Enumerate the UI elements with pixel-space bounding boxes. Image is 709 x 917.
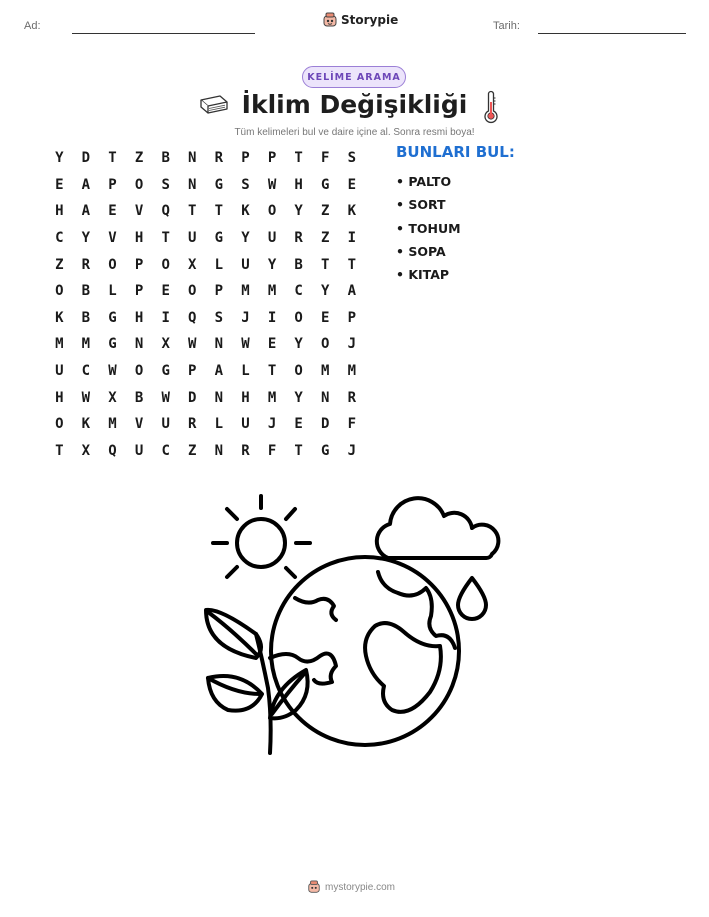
grid-letter[interactable]: V <box>134 203 144 220</box>
grid-letter[interactable]: D <box>81 150 91 167</box>
grid-letter[interactable]: B <box>294 256 303 273</box>
word-item: • SORT <box>396 197 446 213</box>
grid-letter[interactable]: E <box>347 176 357 193</box>
grid-letter[interactable]: X <box>108 389 117 406</box>
grid-letter[interactable]: K <box>347 203 357 220</box>
grid-letter[interactable]: T <box>294 442 303 459</box>
storypie-mascot-icon <box>307 880 321 894</box>
grid-letter[interactable]: W <box>188 336 197 353</box>
grid-letter[interactable]: W <box>161 389 170 406</box>
grid-letter[interactable]: B <box>81 283 91 300</box>
grid-letter[interactable]: U <box>188 230 197 247</box>
word-item: • TOHUM <box>396 220 461 236</box>
grid-letter[interactable]: T <box>161 230 170 247</box>
grid-letter[interactable]: U <box>267 230 277 247</box>
grid-letter[interactable]: B <box>161 150 170 167</box>
grid-letter[interactable]: H <box>134 309 144 326</box>
grid-letter[interactable]: C <box>81 363 91 380</box>
grid-letter[interactable]: F <box>347 416 357 433</box>
grid-letter[interactable]: J <box>347 336 357 353</box>
grid-letter[interactable]: E <box>108 203 117 220</box>
grid-letter[interactable]: T <box>294 150 303 167</box>
grid-letter[interactable]: P <box>134 283 144 300</box>
grid-letter[interactable]: L <box>214 416 224 433</box>
grid-letter[interactable]: P <box>214 283 224 300</box>
grid-letter[interactable]: M <box>55 336 64 353</box>
instructions: Tüm kelimeleri bul ve daire içine al. Sonra resmi boya! <box>234 127 475 138</box>
grid-letter[interactable]: M <box>241 283 250 300</box>
grid-letter[interactable]: S <box>161 176 170 193</box>
grid-letter[interactable]: P <box>241 150 250 167</box>
grid-letter[interactable]: I <box>267 309 277 326</box>
grid-letter[interactable]: Y <box>81 230 91 247</box>
grid-letter[interactable]: U <box>55 363 64 380</box>
grid-letter[interactable]: U <box>161 416 170 433</box>
grid-letter[interactable]: O <box>294 309 303 326</box>
grid-letter[interactable]: O <box>188 283 197 300</box>
grid-letter[interactable]: M <box>347 363 357 380</box>
grid-letter[interactable]: Q <box>161 203 170 220</box>
grid-letter[interactable]: Y <box>55 150 64 167</box>
grid-letter[interactable]: O <box>134 363 144 380</box>
grid-letter[interactable]: P <box>108 176 117 193</box>
footer <box>307 880 395 894</box>
grid-letter[interactable]: T <box>214 203 224 220</box>
activity-badge: KELİME ARAMA <box>302 66 406 88</box>
grid-letter[interactable]: B <box>81 309 91 326</box>
grid-letter[interactable]: O <box>267 203 277 220</box>
grid-letter[interactable]: K <box>55 309 64 326</box>
grid-letter[interactable]: G <box>108 309 117 326</box>
grid-letter[interactable]: T <box>188 203 197 220</box>
grid-letter[interactable]: H <box>55 203 64 220</box>
grid-letter[interactable]: U <box>134 442 144 459</box>
storypie-mascot-icon <box>322 12 338 28</box>
grid-letter[interactable]: G <box>214 230 224 247</box>
grid-letter[interactable]: O <box>134 176 144 193</box>
grid-letter[interactable]: W <box>241 336 250 353</box>
grid-letter[interactable]: Y <box>294 203 303 220</box>
grid-letter[interactable]: C <box>161 442 170 459</box>
grid-letter[interactable]: N <box>214 336 224 353</box>
grid-letter[interactable]: E <box>161 283 170 300</box>
grid-letter[interactable]: D <box>321 416 330 433</box>
logo-text: Storypie <box>341 13 399 27</box>
grid-letter[interactable]: X <box>188 256 197 273</box>
grid-letter[interactable]: D <box>188 389 197 406</box>
grid-letter[interactable]: Y <box>294 389 303 406</box>
grid-letter[interactable]: Y <box>294 336 303 353</box>
grid-letter[interactable]: R <box>188 416 197 433</box>
earth-icon <box>270 557 459 745</box>
grid-letter[interactable]: K <box>81 416 91 433</box>
grid-letter[interactable]: G <box>321 176 330 193</box>
grid-letter[interactable]: Y <box>267 256 277 273</box>
grid-letter[interactable]: Q <box>108 442 117 459</box>
grid-letter[interactable]: G <box>214 176 224 193</box>
climate-coloring-illustration[interactable] <box>200 488 510 763</box>
grid-letter[interactable]: U <box>241 416 250 433</box>
word-item: • KITAP <box>396 267 450 283</box>
grid-letter[interactable]: H <box>294 176 303 193</box>
grid-letter[interactable]: R <box>294 230 303 247</box>
letter-grid[interactable] <box>46 145 365 464</box>
grid-letter[interactable]: A <box>81 176 91 193</box>
grid-letter[interactable]: O <box>294 363 303 380</box>
grid-letter[interactable]: Z <box>134 150 144 167</box>
grid-letter[interactable]: N <box>321 389 330 406</box>
storypie-logo <box>322 12 398 28</box>
grid-letter[interactable]: S <box>214 309 224 326</box>
grid-letter[interactable]: E <box>55 176 64 193</box>
grid-letter[interactable]: Z <box>188 442 197 459</box>
grid-letter[interactable]: C <box>55 230 64 247</box>
grid-letter[interactable]: X <box>161 336 170 353</box>
grid-letter[interactable]: R <box>347 389 357 406</box>
grid-letter[interactable]: G <box>321 442 330 459</box>
grid-letter[interactable]: R <box>214 150 224 167</box>
grid-letter[interactable]: Y <box>321 283 330 300</box>
grid-letter[interactable]: P <box>267 150 277 167</box>
thermometer-icon <box>483 90 499 124</box>
grid-letter[interactable]: O <box>321 336 330 353</box>
grid-letter[interactable]: N <box>214 389 224 406</box>
page-title: İklim Değişikliği <box>241 90 468 119</box>
grid-letter[interactable]: N <box>188 150 197 167</box>
date-field-line[interactable] <box>538 33 686 34</box>
grid-letter[interactable]: I <box>347 230 357 247</box>
date-label: Tarih: <box>493 20 520 32</box>
grid-letter[interactable]: T <box>321 256 330 273</box>
grid-letter[interactable]: R <box>241 442 250 459</box>
grid-letter[interactable]: H <box>241 389 250 406</box>
name-field-line[interactable] <box>72 33 255 34</box>
grid-letter[interactable]: H <box>55 389 64 406</box>
grid-letter[interactable]: M <box>321 363 330 380</box>
grid-letter[interactable]: T <box>347 256 357 273</box>
grid-letter[interactable]: M <box>267 389 277 406</box>
grid-letter[interactable]: O <box>108 256 117 273</box>
grid-letter[interactable]: L <box>108 283 117 300</box>
grid-letter[interactable]: G <box>108 336 117 353</box>
grid-letter[interactable]: T <box>267 363 277 380</box>
grid-letter[interactable]: F <box>321 150 330 167</box>
grid-letter[interactable]: J <box>267 416 277 433</box>
grid-letter[interactable]: U <box>241 256 250 273</box>
grid-letter[interactable]: A <box>81 203 91 220</box>
grid-letter[interactable]: Z <box>321 203 330 220</box>
name-label: Ad: <box>24 20 41 32</box>
raindrop-icon <box>458 578 486 619</box>
grid-letter[interactable]: V <box>134 416 144 433</box>
grid-letter[interactable]: O <box>161 256 170 273</box>
word-list-title: BUNLARI BUL: <box>396 143 515 161</box>
grid-letter[interactable]: X <box>81 442 91 459</box>
grid-letter[interactable]: F <box>267 442 277 459</box>
grid-letter[interactable]: N <box>214 442 224 459</box>
grid-letter[interactable]: P <box>188 363 197 380</box>
grid-letter[interactable]: J <box>347 442 357 459</box>
grid-letter[interactable]: V <box>108 230 117 247</box>
grid-letter[interactable]: J <box>241 309 250 326</box>
grid-letter[interactable]: R <box>81 256 91 273</box>
grid-letter[interactable]: Z <box>321 230 330 247</box>
grid-letter[interactable]: G <box>161 363 170 380</box>
grid-letter[interactable]: Y <box>241 230 250 247</box>
grid-letter[interactable]: L <box>214 256 224 273</box>
grid-letter[interactable]: L <box>241 363 250 380</box>
footer-website[interactable]: mystorypie.com <box>325 881 396 893</box>
grid-letter[interactable]: A <box>214 363 224 380</box>
grid-letter[interactable]: E <box>294 416 303 433</box>
grid-letter[interactable]: H <box>134 230 144 247</box>
sun-icon <box>213 496 310 577</box>
leaves-icon <box>206 610 308 753</box>
grid-letter[interactable]: N <box>134 336 144 353</box>
word-item: • SOPA <box>396 243 446 259</box>
grid-letter[interactable]: W <box>81 389 91 406</box>
grid-letter[interactable]: P <box>134 256 144 273</box>
grid-letter[interactable]: K <box>241 203 250 220</box>
grid-letter[interactable]: O <box>55 283 64 300</box>
grid-letter[interactable]: Z <box>55 256 64 273</box>
grid-letter[interactable]: E <box>321 309 330 326</box>
grid-letter[interactable]: S <box>347 150 357 167</box>
grid-letter[interactable]: O <box>55 416 64 433</box>
grid-letter[interactable]: M <box>267 283 277 300</box>
grid-letter[interactable]: M <box>108 416 117 433</box>
word-item: • PALTO <box>396 174 452 189</box>
grid-letter[interactable]: W <box>267 176 277 193</box>
grid-letter[interactable]: A <box>347 283 357 300</box>
grid-letter[interactable]: T <box>108 150 117 167</box>
grid-letter[interactable]: C <box>294 283 303 300</box>
grid-letter[interactable]: P <box>347 309 357 326</box>
grid-letter[interactable]: W <box>108 363 117 380</box>
grid-letter[interactable]: S <box>241 176 250 193</box>
grid-letter[interactable]: I <box>161 309 170 326</box>
grid-letter[interactable]: M <box>81 336 91 353</box>
grid-letter[interactable]: E <box>267 336 277 353</box>
grid-letter[interactable]: B <box>134 389 144 406</box>
grid-letter[interactable]: Q <box>188 309 197 326</box>
word-list <box>396 143 515 286</box>
cloud-icon <box>377 498 499 558</box>
grid-letter[interactable]: T <box>55 442 64 459</box>
grid-letter[interactable]: N <box>188 176 197 193</box>
